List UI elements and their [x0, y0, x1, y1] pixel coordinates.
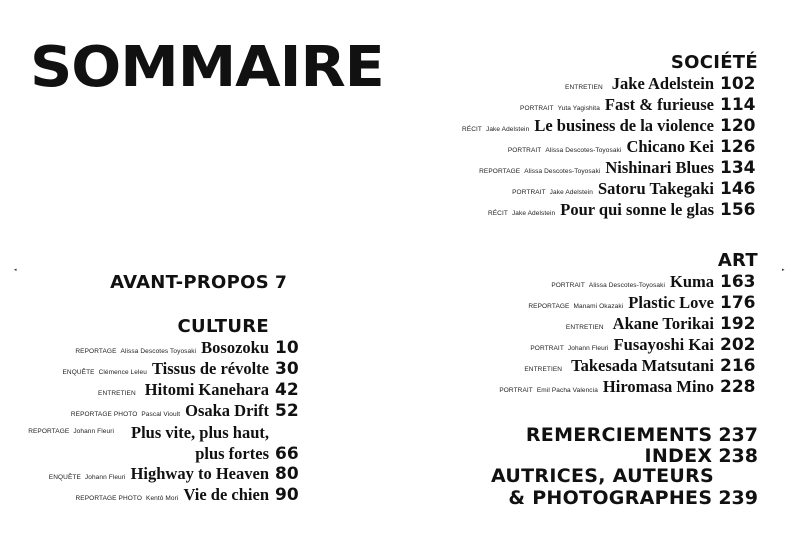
entry-page: 228 [720, 377, 756, 397]
entry-type: ENTRETIEN [565, 324, 604, 331]
entry-page: 80 [275, 464, 299, 484]
entry-meta [62, 369, 147, 376]
entry-author: Clémence Leleu [98, 369, 147, 376]
entry-meta [565, 84, 607, 91]
societe-toc-entry[interactable] [462, 200, 758, 221]
entry-meta [479, 168, 600, 175]
entry-title: Chicano Kei [626, 137, 714, 156]
entry-title: Fusayoshi Kai [613, 335, 714, 354]
societe-toc-entry[interactable] [462, 95, 758, 116]
contributors-label-line1: AUTRICES, AUTEURS [491, 465, 714, 487]
entry-type: REPORTAGE PHOTO [75, 495, 143, 502]
entry-author: Johann Fleuri [567, 345, 609, 352]
entry-type: PORTRAIT [551, 282, 585, 289]
remerciements-page: 237 [718, 424, 758, 446]
entry-page: 90 [275, 485, 299, 505]
entry-title: Highway to Heaven [130, 464, 269, 483]
entry-type: ENTRETIEN [98, 390, 136, 397]
entry-title: Hiromasa Mino [602, 377, 714, 396]
left-page-marker: ◂ [14, 267, 17, 273]
contributors-page: 239 [718, 487, 758, 509]
entry-page: 146 [720, 179, 756, 199]
entry-title: Pour qui sonne le glas [560, 200, 714, 219]
entry-meta [508, 147, 622, 154]
avant-propos-entry[interactable] [110, 272, 300, 294]
index-page: 238 [718, 445, 758, 467]
art-toc-entry[interactable] [499, 272, 758, 293]
entry-type: PORTRAIT [512, 189, 546, 196]
societe-toc-entry[interactable] [462, 137, 758, 158]
entry-meta [49, 474, 126, 481]
entry-title: Tissus de révolte [151, 359, 269, 378]
entry-type: PORTRAIT [520, 105, 554, 112]
entry-type: ENTRETIEN [565, 84, 603, 91]
entry-author: Alissa Descotes-Toyosaki [545, 147, 622, 154]
entry-meta [551, 282, 665, 289]
entry-page: 156 [720, 200, 756, 220]
entry-type: PORTRAIT [499, 387, 533, 394]
entry-type: REPORTAGE [75, 348, 117, 355]
culture-list [28, 338, 300, 506]
art-toc-entry[interactable] [499, 356, 758, 377]
contributors-entry-line1[interactable] [491, 466, 758, 487]
entry-meta [98, 390, 140, 397]
entry-type: ENQUÊTE [62, 369, 95, 376]
entry-meta [76, 495, 179, 502]
entry-title: Fast & furieuse [604, 95, 714, 114]
entry-meta [530, 345, 608, 352]
culture-toc-entry[interactable] [28, 359, 300, 380]
culture-toc-entry[interactable] [28, 380, 300, 401]
entry-meta [512, 189, 593, 196]
entry-title: Satoru Takegaki [598, 179, 714, 198]
entry-type: RÉCIT [461, 126, 482, 133]
entry-author: Alissa Descotes-Toyosaki [588, 282, 665, 289]
back-matter-section [491, 424, 758, 508]
entry-author: Jake Adelstein [549, 189, 593, 196]
entry-author: Alissa Descotes-Toyosaki [524, 168, 601, 175]
entry-page: 102 [720, 74, 756, 94]
societe-toc-entry[interactable] [462, 179, 758, 200]
entry-title: Vie de chien [183, 485, 269, 504]
entry-type: PORTRAIT [507, 147, 542, 154]
entry-meta [71, 411, 180, 418]
entry-type: REPORTAGE [28, 428, 70, 435]
societe-toc-entry[interactable] [462, 74, 758, 95]
entry-type: REPORTAGE [479, 168, 521, 175]
entry-page: 126 [720, 137, 756, 157]
entry-title: Plastic Love [628, 293, 714, 312]
art-toc-entry[interactable] [499, 293, 758, 314]
entry-type: PORTRAIT [530, 345, 564, 352]
entry-page: 216 [720, 356, 756, 376]
entry-title: Osaka Drift [185, 401, 269, 420]
entry-page: 30 [275, 359, 299, 379]
index-label: INDEX [644, 445, 713, 467]
entry-page: 134 [720, 158, 756, 178]
entry-page: 10 [275, 338, 299, 358]
page-title: SOMMAIRE [30, 35, 384, 100]
entry-meta [524, 366, 566, 373]
entry-page: 176 [720, 293, 756, 313]
entry-meta [499, 387, 598, 394]
entry-title: Nishinari Blues [605, 158, 714, 177]
entry-title: Hitomi Kanehara [144, 380, 269, 399]
societe-heading: SOCIÉTÉ [670, 52, 758, 73]
entry-title: Plus vite, plus haut, plus fortes [131, 423, 269, 463]
art-toc-entry[interactable] [499, 335, 758, 356]
avant-propos-page: 7 [275, 273, 287, 293]
entry-meta [520, 105, 600, 112]
culture-toc-entry[interactable] [28, 338, 300, 359]
entry-author: Pascal Vioult [141, 411, 181, 418]
entry-title: Jake Adelstein [611, 74, 714, 93]
entry-author: Emil Pacha Valencia [536, 387, 598, 394]
art-toc-entry[interactable] [499, 377, 758, 398]
entry-page: 66 [275, 444, 299, 464]
entry-page: 114 [720, 95, 756, 115]
entry-meta [28, 428, 114, 435]
entry-page: 52 [275, 401, 299, 421]
entry-author: Kentô Mori [146, 495, 179, 502]
culture-toc-entry[interactable] [28, 422, 300, 464]
contributors-label-line2: & PHOTOGRAPHES [508, 487, 713, 509]
entry-meta [488, 210, 555, 217]
art-list [499, 272, 758, 398]
art-toc-entry[interactable] [499, 314, 758, 335]
entry-title: Le business de la violence [534, 116, 714, 135]
culture-section [28, 316, 300, 506]
entry-page: 163 [720, 272, 756, 292]
entry-type: ENTRETIEN [524, 366, 563, 373]
entry-meta [528, 303, 623, 310]
avant-propos-label: AVANT-PROPOS [110, 272, 269, 293]
entry-author: Johann Fleuri [73, 428, 114, 435]
entry-title: Bosozoku [201, 338, 269, 357]
remerciements-entry[interactable] [491, 424, 758, 445]
remerciements-label: REMERCIEMENTS [525, 424, 713, 446]
entry-type: REPORTAGE PHOTO [70, 411, 138, 418]
entry-type: REPORTAGE [528, 303, 570, 310]
art-section [499, 250, 758, 398]
culture-toc-entry[interactable] [28, 485, 300, 506]
entry-page: 120 [720, 116, 756, 136]
right-page-marker: ▸ [782, 267, 785, 273]
entry-type: RÉCIT [487, 210, 508, 217]
entry-author: Jake Adelstein [511, 210, 556, 217]
entry-author: Jake Adelstein [485, 126, 530, 133]
entry-author: Yuta Yagishita [557, 105, 600, 112]
societe-section [462, 52, 758, 221]
index-entry[interactable] [491, 445, 758, 466]
entry-author: Alissa Descotes Toyosaki [120, 348, 197, 355]
entry-type: ENQUÊTE [48, 474, 81, 481]
entry-meta [566, 324, 608, 331]
entry-page: 202 [720, 335, 756, 355]
entry-author: Manami Okazaki [573, 303, 624, 310]
societe-list [462, 74, 758, 221]
entry-page: 192 [720, 314, 756, 334]
culture-toc-entry[interactable] [28, 401, 300, 422]
entry-title: Kuma [669, 272, 714, 291]
culture-heading: CULTURE [177, 316, 269, 337]
art-heading: ART [717, 250, 758, 271]
culture-toc-entry[interactable] [28, 464, 300, 485]
entry-page: 42 [275, 380, 299, 400]
entry-title: Takesada Matsutani [571, 356, 714, 375]
societe-toc-entry[interactable] [462, 116, 758, 137]
contributors-entry[interactable] [491, 487, 758, 508]
entry-meta [75, 348, 196, 355]
societe-toc-entry[interactable] [462, 158, 758, 179]
entry-title: Akane Torikai [612, 314, 714, 333]
entry-meta [462, 126, 529, 133]
entry-author: Johann Fleuri [84, 474, 126, 481]
